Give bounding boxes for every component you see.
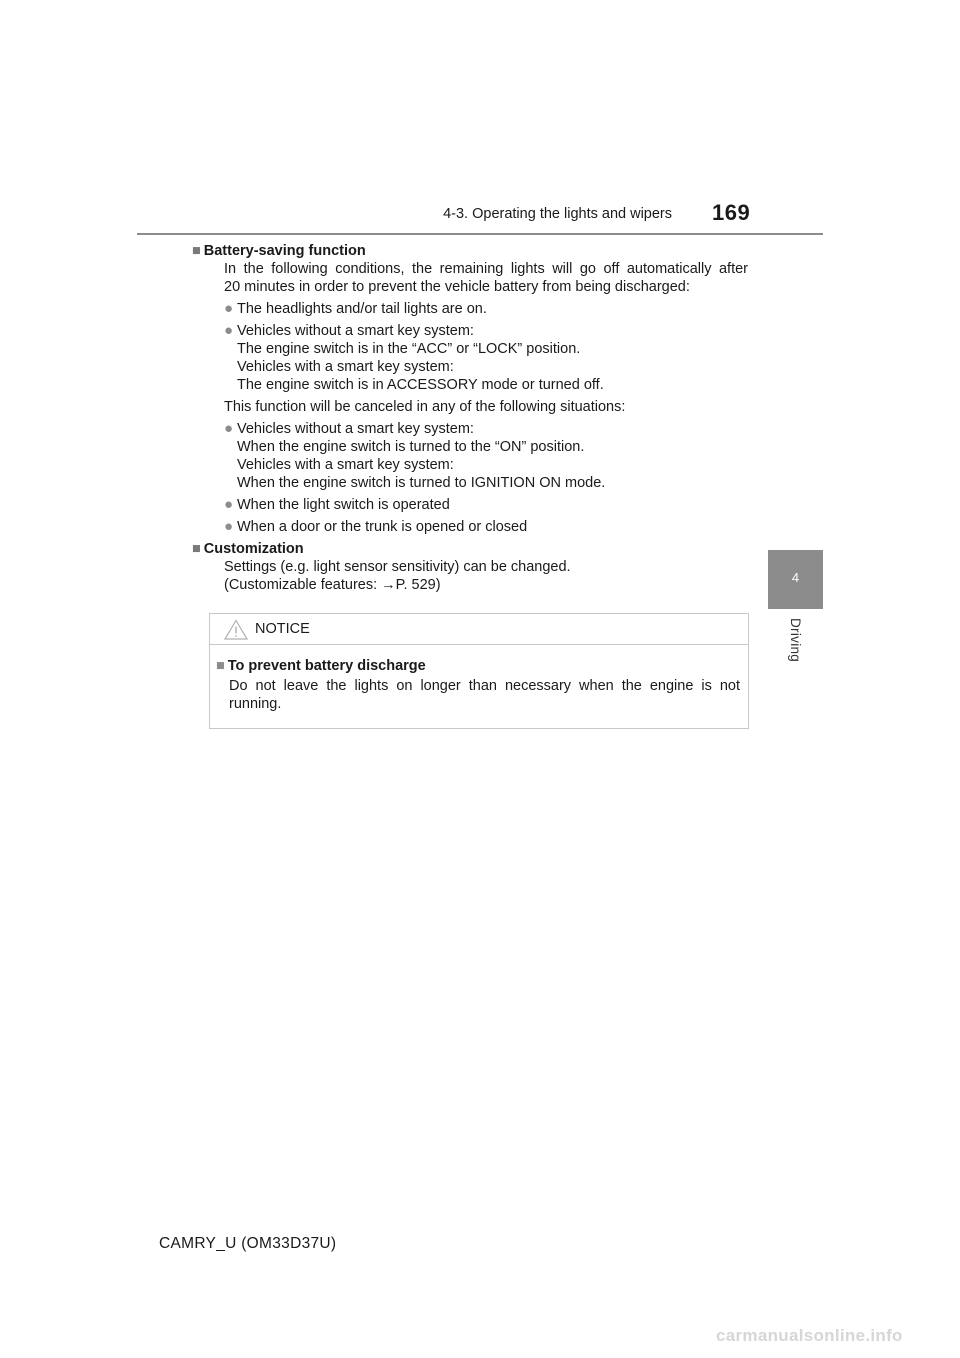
customization-text [224,558,748,594]
chapter-tab[interactable] [768,550,823,609]
bullet-dot-icon: ● [224,300,234,317]
list-item [224,420,748,492]
header-rule [137,233,823,235]
list-item-line: The engine switch is in the “ACC” or “LOCK” position. [237,341,581,357]
list-item [224,300,748,318]
customization-heading-text: Customization [203,541,304,557]
list-item-line: Vehicles with a smart key system: [237,457,454,473]
notice-heading-text: To prevent battery discharge [227,658,426,674]
square-bullet-icon: ■ [216,658,225,674]
list-item-line: When the engine switch is turned to the “ON” position. [237,439,585,455]
bullet-dot-icon: ● [224,420,234,437]
notice-text: Do not leave the lights on longer than necessary when the engine is not running. [229,678,740,712]
chapter-label: Driving [788,618,803,663]
list-item-line: When the engine switch is turned to IGNITION ON mode. [237,475,606,491]
list-item-line: Vehicles without a smart key system: [237,421,474,437]
battery-saving-heading-text: Battery-saving function [203,243,366,259]
list-item [224,322,748,394]
bullet-dot-icon: ● [224,322,234,339]
list-item [224,518,748,536]
customization-link[interactable]: (Customizable features: →P. 529) [224,577,441,593]
customization-line: Settings (e.g. light sensor sensitivity) can be changed. [224,559,571,575]
list-item-text: When the light switch is operated [237,497,450,513]
bullet-dot-icon: ● [224,518,234,535]
watermark: carmanualsonline.info [716,1326,903,1345]
chapter-tab-number: 4 [791,570,800,585]
list-item-line: Vehicles without a smart key system: [237,323,474,339]
battery-saving-intro [224,260,748,296]
page-number: 169 [712,200,751,225]
notice-body [210,645,748,713]
header-section-title: 4-3. Operating the lights and wipers [443,206,672,222]
intro-line: In the following conditions, the remaining lights will go off automatically after [224,261,748,277]
intro-line: 20 minutes in order to prevent the vehicle battery from being discharged: [224,279,690,295]
list-item-line: Vehicles with a smart key system: [237,359,454,375]
customization-heading [192,540,748,558]
footer-code: CAMRY_U (OM33D37U) [159,1235,337,1252]
list-item-text: When a door or the trunk is opened or closed [237,519,528,535]
square-bullet-icon: ■ [192,541,201,557]
warning-triangle-icon [224,619,248,640]
bullet-dot-icon: ● [224,496,234,513]
notice-title: NOTICE [255,621,310,637]
notice-header [210,614,748,645]
notice-heading [216,657,740,675]
list-item-line: The engine switch is in ACCESSORY mode or turned off. [237,377,604,393]
main-content [192,242,748,598]
battery-saving-heading [192,242,748,260]
square-bullet-icon: ■ [192,243,201,259]
list-item-text: The headlights and/or tail lights are on. [237,301,487,317]
cancel-intro: This function will be canceled in any of the following situations: [224,399,626,415]
list-item [224,496,748,514]
notice-box [209,613,749,729]
